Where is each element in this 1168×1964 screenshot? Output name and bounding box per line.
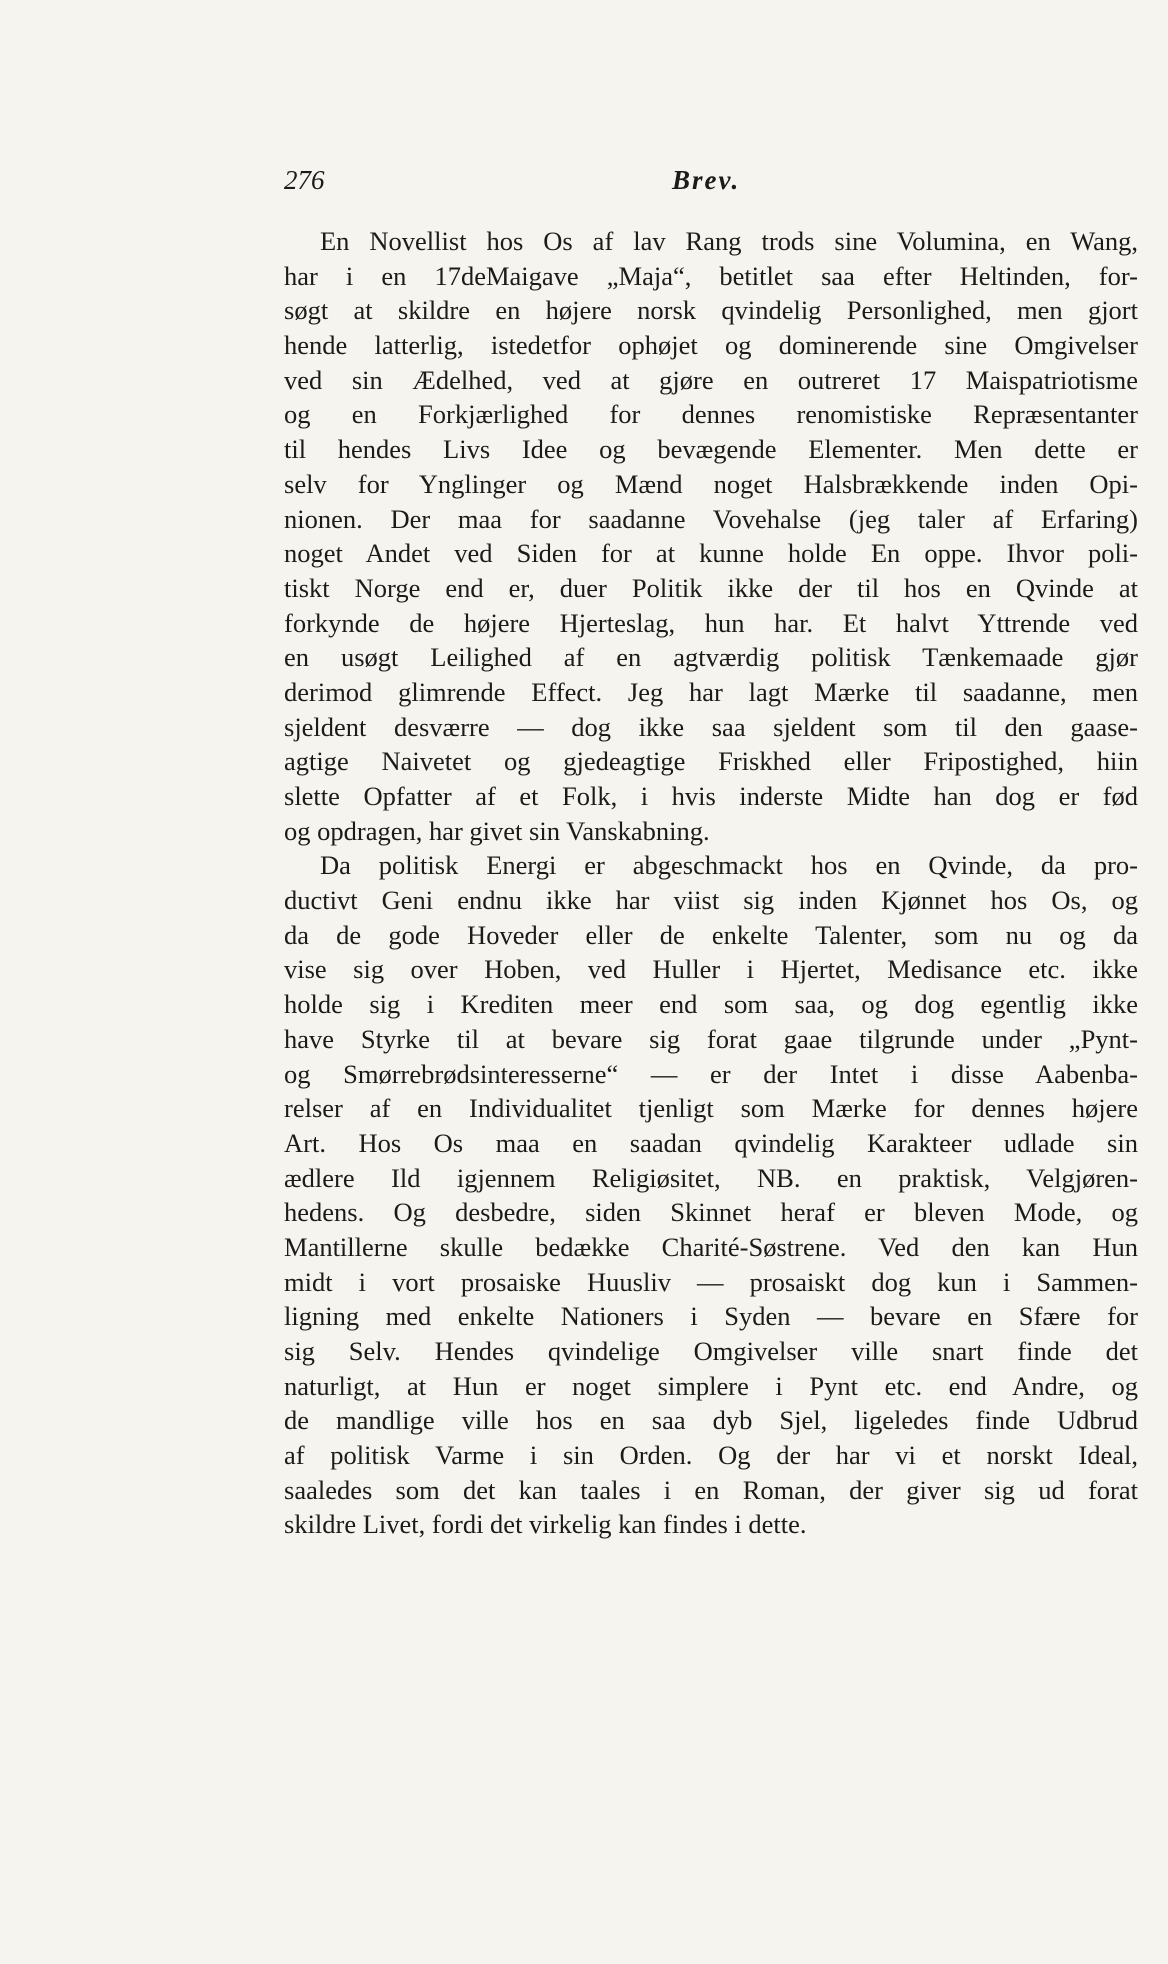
text-line: have Styrke til at bevare sig forat gaae tilgrunde under „Pynt- (284, 1023, 1138, 1054)
page-number: 276 (284, 165, 325, 195)
body-text (284, 224, 1138, 1542)
text-line: ædlere Ild igjennem Religiøsitet, NB. en praktisk, Velgjøren- (284, 1162, 1138, 1193)
text-line: til hendes Livs Idee og bevægende Elementer. Men dette er (284, 434, 1138, 465)
text-line: holde sig i Krediten meer end som saa, og dog egentlig ikke (284, 989, 1138, 1020)
text-line: naturligt, at Hun er noget simplere i Pynt etc. end Andre, og (284, 1370, 1138, 1401)
text-line: En Novellist hos Os af lav Rang trods sine Volumina, en Wang, (320, 226, 1138, 256)
text-line: derimod glimrende Effect. Jeg har lagt Mærke til saadanne, men (284, 676, 1138, 707)
text-line: Art. Hos Os maa en saadan qvindelig Karakteer udlade sin (284, 1127, 1138, 1158)
text-line: hedens. Og desbedre, siden Skinnet heraf er bleven Mode, og (284, 1197, 1138, 1228)
text-line: og opdragen, har givet sin Vanskabning. (284, 815, 710, 846)
text-line: agtige Naivetet og gjedeagtige Friskhed eller Fripostighed, hiin (284, 746, 1138, 777)
text-line: slette Opfatter af et Folk, i hvis inderste Midte han dog er fød (284, 781, 1138, 811)
text-line: søgt at skildre en højere norsk qvindelig Personlighed, men gjort (284, 295, 1138, 326)
text-line: nionen. Der maa for saadanne Vovehalse (jeg taler af Erfaring) (284, 503, 1138, 534)
text-line: selv for Ynglinger og Mænd noget Halsbrækkende inden Opi- (284, 468, 1138, 499)
text-line: og Smørrebrødsinteresserne“ — er der Intet i disse Aabenba- (284, 1058, 1138, 1089)
text-line: sjeldent desværre — dog ikke saa sjeldent som til den gaase- (284, 711, 1138, 742)
text-line: en usøgt Leilighed af en agtværdig politisk Tænkemaade gjør (284, 642, 1138, 673)
text-line: da de gode Hoveder eller de enkelte Talenter, som nu og da (284, 919, 1138, 950)
text-line: de mandlige ville hos en saa dyb Sjel, ligeledes finde Udbrud (284, 1405, 1138, 1436)
text-line: ligning med enkelte Nationers i Syden — bevare en Sfære for (284, 1301, 1138, 1332)
running-title: Brev. (672, 165, 741, 195)
text-line: ductivt Geni endnu ikke har viist sig inden Kjønnet hos Os, og (284, 885, 1138, 916)
text-line: saaledes som det kan taales i en Roman, der giver sig ud forat (284, 1474, 1138, 1505)
text-line: tiskt Norge end er, duer Politik ikke der til hos en Qvinde at (284, 572, 1138, 603)
text-line: vise sig over Hoben, ved Huller i Hjertet, Medisance etc. ikke (284, 954, 1138, 985)
text-line: skildre Livet, fordi det virkelig kan findes i dette. (284, 1509, 807, 1540)
text-line: sig Selv. Hendes qvindelige Omgivelser ville snart finde det (284, 1336, 1138, 1366)
text-line: af politisk Varme i sin Orden. Og der har vi et norskt Ideal, (284, 1440, 1138, 1471)
text-line: Da politisk Energi er abgeschmackt hos en Qvinde, da pro- (320, 850, 1138, 881)
text-line: relser af en Individualitet tjenligt som Mærke for dennes højere (284, 1093, 1138, 1124)
text-line: har i en 17deMaigave „Maja“, betitlet saa efter Heltinden, for- (284, 260, 1138, 291)
text-line: og en Forkjærlighed for dennes renomistiske Repræsentanter (284, 399, 1138, 430)
text-line: Mantillerne skulle bedække Charité-Søstrene. Ved den kan Hun (284, 1231, 1138, 1262)
text-line: ved sin Ædelhed, ved at gjøre en outreret 17 Maispatriotisme (284, 364, 1138, 395)
text-line: noget Andet ved Siden for at kunne holde En oppe. Ihvor poli- (284, 538, 1138, 569)
text-line: hende latterlig, istedetfor ophøjet og dominerende sine Omgivelser (284, 330, 1138, 361)
running-head (284, 160, 1144, 200)
text-line: forkynde de højere Hjerteslag, hun har. Et halvt Yttrende ved (284, 607, 1138, 638)
text-line: midt i vort prosaiske Huusliv — prosaiskt dog kun i Sammen- (284, 1266, 1138, 1297)
